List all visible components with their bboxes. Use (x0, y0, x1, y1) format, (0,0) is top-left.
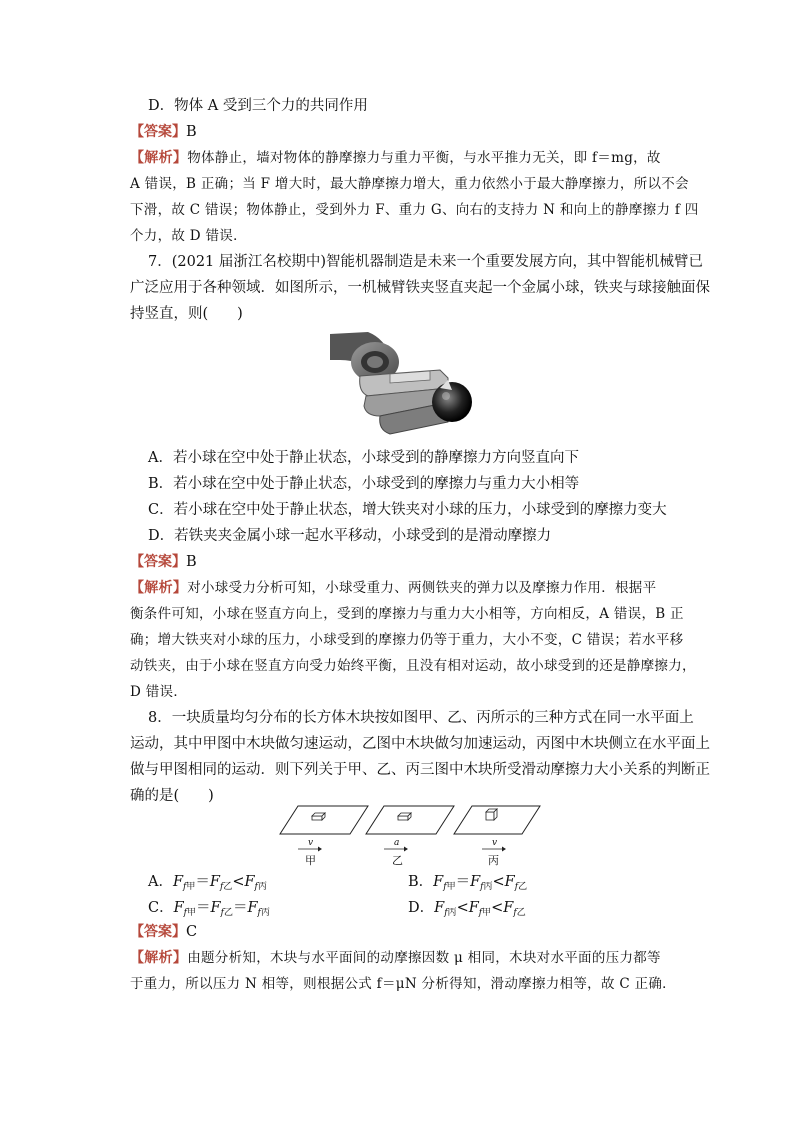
q7-analysis-line-1 (130, 578, 656, 598)
q7-option-b: B．若小球在空中处于静止状态，小球受到的摩擦力与重力大小相等 (148, 476, 580, 492)
q7-stem-line-3: 持竖直，则( ) (130, 306, 243, 322)
q8-option-a: A．$F_{f甲}=F_{f乙}<F_{f丙}$ (148, 874, 267, 892)
robot-arm-figure (330, 330, 475, 442)
figure-label-jia: 甲 (305, 854, 316, 867)
q7-answer (130, 552, 197, 572)
q7-analysis-line-3: 确；增大铁夹对小球的压力，小球受到的摩擦力仍等于重力，大小不变，C 错误；若水平移 (130, 632, 684, 648)
q8-analysis-line-1 (130, 948, 661, 968)
answer-tag: 【答案】 (130, 124, 186, 140)
answer-value: B (186, 554, 197, 570)
q8-option-d: D．$F_{f丙}<F_{f甲}<F_{f乙}$ (408, 900, 526, 918)
analysis-text: 由题分析知，木块与水平面间的动摩擦因数 μ 相同，木块对水平面的压力都等 (187, 950, 661, 966)
analysis-text: 物体静止，墙对物体的静摩擦力与重力平衡，与水平推力无关，即 f＝mg，故 (187, 150, 661, 166)
q8-option-b: B．$F_{f甲}=F_{f丙}<F_{f乙}$ (408, 874, 528, 892)
q8-stem-line-3: 做与甲图相同的运动．则下列关于甲、乙、丙三图中木块所受滑动摩擦力大小关系的判断正 (130, 762, 710, 778)
q8-option-c: C．$F_{f甲}=F_{f乙}=F_{f丙}$ (148, 900, 270, 918)
q7-option-d: D．若铁夹夹金属小球一起水平移动，小球受到的是滑动摩擦力 (148, 528, 552, 544)
q8-stem-line-4: 确的是( ) (130, 788, 214, 804)
q6-option-d: D．物体 A 受到三个力的共同作用 (148, 98, 368, 114)
three-planes-figure (278, 800, 542, 840)
q8-answer (130, 922, 197, 942)
q7-analysis-line-4: 动铁夹，由于小球在竖直方向受力始终平衡，且没有相对运动，故小球受到的还是静摩擦力， (130, 658, 696, 674)
vector-label-3: v (492, 838, 498, 848)
answer-tag: 【答案】 (130, 924, 186, 940)
analysis-tag: 【解析】 (130, 950, 188, 966)
q7-option-a: A．若小球在空中处于静止状态，小球受到的静摩擦力方向竖直向下 (148, 450, 579, 466)
analysis-tag: 【解析】 (130, 150, 188, 166)
q6-analysis-line-1 (130, 148, 661, 168)
answer-tag: 【答案】 (130, 554, 186, 570)
q6-answer (130, 122, 197, 142)
q7-analysis-line-2: 衡条件可知，小球在竖直方向上，受到的摩擦力与重力大小相等，方向相反，A 错误，B 正 (130, 606, 684, 622)
q7-stem-line-2: 广泛应用于各种领域．如图所示，一机械臂铁夹竖直夹起一个金属小球，铁夹与球接触面保 (130, 280, 710, 296)
q7-stem-line-1: 7．(2021 届浙江名校期中)智能机器制造是未来一个重要发展方向，其中智能机械臂已 (148, 254, 704, 270)
analysis-tag: 【解析】 (130, 580, 188, 596)
q8-analysis-line-2: 于重力，所以压力 N 相等，则根据公式 f＝μN 分析得知，滑动摩擦力相等，故 C 正确． (130, 976, 676, 992)
q6-analysis-line-3: 下滑，故 C 错误；物体静止，受到外力 F、重力 G、向右的支持力 N 和向上的静摩擦力 f 四 (130, 202, 699, 218)
q7-option-c: C．若小球在空中处于静止状态，增大铁夹对小球的压力，小球受到的摩擦力变大 (148, 502, 667, 518)
q8-stem-line-1: 8．一块质量均匀分布的长方体木块按如图甲、乙、丙所示的三种方式在同一水平面上 (148, 710, 694, 726)
q6-analysis-line-2: A 错误，B 正确；当 F 增大时，最大静摩擦力增大，重力依然小于最大静摩擦力，所以不会 (130, 176, 689, 192)
analysis-text: 对小球受力分析可知，小球受重力、两侧铁夹的弹力以及摩擦力作用．根据平 (187, 580, 657, 596)
vector-label-2: a (394, 838, 400, 848)
vector-label-1: v (308, 838, 314, 848)
answer-value: B (186, 124, 197, 140)
q7-analysis-line-5: D 错误． (130, 684, 188, 700)
answer-value: C (186, 924, 198, 940)
q6-analysis-line-4: 个力，故 D 错误． (130, 228, 247, 244)
figure-label-bing: 丙 (488, 854, 499, 867)
figure-label-yi: 乙 (392, 854, 403, 867)
q8-stem-line-2: 运动，其中甲图中木块做匀速运动，乙图中木块做匀加速运动，丙图中木块侧立在水平面上 (130, 736, 710, 752)
